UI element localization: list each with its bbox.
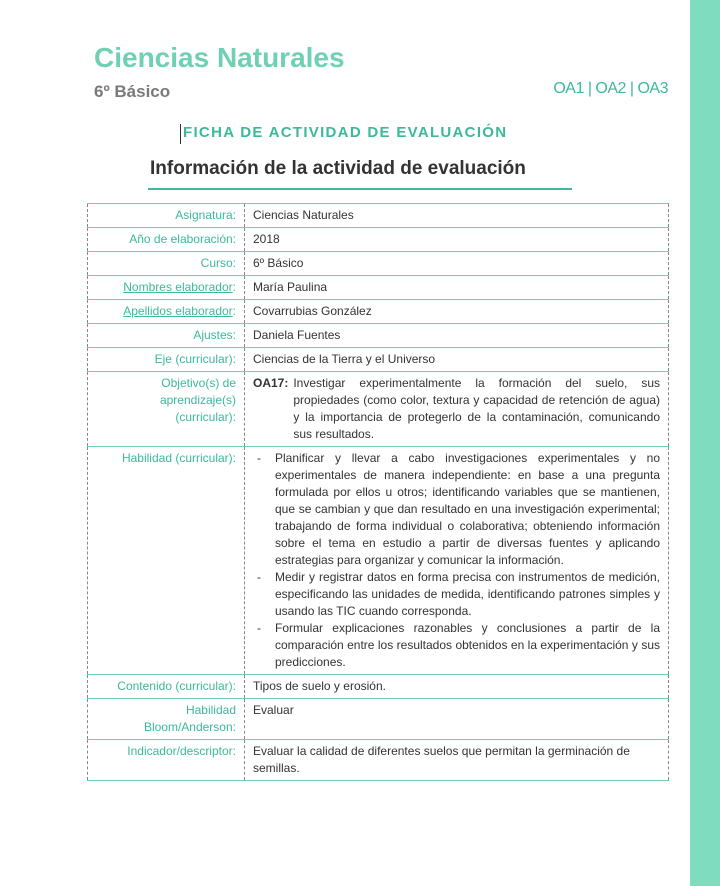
sheet-title: FICHA DE ACTIVIDAD DE EVALUACIÓN bbox=[183, 124, 508, 141]
row-value[interactable]: Daniela Fuentes bbox=[245, 324, 669, 348]
row-value[interactable] bbox=[245, 372, 669, 447]
row-value[interactable]: Ciencias Naturales bbox=[245, 204, 669, 228]
row-value[interactable]: Evaluar la calidad de diferentes suelos que permitan la germinación de semillas. bbox=[245, 740, 669, 781]
row-value[interactable]: María Paulina bbox=[245, 276, 669, 300]
row-value[interactable]: Covarrubias González bbox=[245, 300, 669, 324]
row-value[interactable]: Ciencias de la Tierra y el Universo bbox=[245, 348, 669, 372]
table-row bbox=[88, 252, 669, 276]
row-label: Asignatura: bbox=[88, 204, 245, 228]
table-row bbox=[88, 276, 669, 300]
objective-text: Investigar experimentalmente la formación del suelo, sus propiedades (como color, textura y capacidad de retención de agua) y la importancia de protegerlo de la contaminación, comunicando sus resultados. bbox=[293, 376, 660, 441]
row-value[interactable]: 6º Básico bbox=[245, 252, 669, 276]
list-item bbox=[253, 450, 660, 569]
list-item bbox=[253, 569, 660, 620]
row-label-colon: : bbox=[232, 304, 236, 318]
objective-entry bbox=[253, 375, 660, 443]
row-label bbox=[88, 276, 245, 300]
grade-subtitle: 6º Básico bbox=[94, 82, 171, 101]
row-value[interactable]: Tipos de suelo y erosión. bbox=[245, 675, 669, 699]
side-accent-bar bbox=[690, 0, 720, 886]
row-label: Curso: bbox=[88, 252, 245, 276]
list-bullet: - bbox=[257, 451, 261, 465]
row-value[interactable]: 2018 bbox=[245, 228, 669, 252]
row-label: Habilidad (curricular): bbox=[88, 447, 245, 675]
table-row bbox=[88, 447, 669, 675]
list-item-text: Planificar y llevar a cabo investigaciones experimentales y no experimentales de manera independiente: en base a una pregunta formulada por ellos u otros; identificando variables que se mantienen, que se cambian y que dan resultado en una investigación experimental; trabajando de forma individual o colaborativa; obteniendo información sobre el tema en estudio a partir de diversas fuentes y aplicando estrategias para organizar y comunicar la información. bbox=[275, 451, 660, 567]
list-item-text: Medir y registrar datos en forma precisa con instrumentos de medición, especificando las unidades de medida, identificando patrones simples y usando las TIC cuando corresponda. bbox=[275, 570, 660, 618]
row-value[interactable] bbox=[245, 447, 669, 675]
list-item bbox=[253, 620, 660, 671]
section-title: Información de la actividad de evaluación bbox=[150, 158, 526, 179]
objective-code: OA17: bbox=[253, 376, 289, 390]
subject-title: Ciencias Naturales bbox=[94, 42, 345, 73]
table-row bbox=[88, 348, 669, 372]
section-title-underline bbox=[148, 188, 572, 190]
list-item-text: Formular explicaciones razonables y conclusiones a partir de la comparación entre los resultados obtenidos en la experimentación y sus predicciones. bbox=[275, 621, 660, 669]
table-row bbox=[88, 324, 669, 348]
oa-tags: OA1 | OA2 | OA3 bbox=[553, 80, 668, 97]
list-bullet: - bbox=[257, 570, 261, 584]
row-value[interactable]: Evaluar bbox=[245, 699, 669, 740]
skills-list bbox=[253, 450, 660, 671]
row-label: Eje (curricular): bbox=[88, 348, 245, 372]
row-label-text: Nombres elaborador bbox=[123, 280, 233, 294]
table-row bbox=[88, 228, 669, 252]
list-bullet: - bbox=[257, 621, 261, 635]
table-row bbox=[88, 372, 669, 447]
row-label: Objetivo(s) de aprendizaje(s) (curricular): bbox=[88, 372, 245, 447]
table-row bbox=[88, 204, 669, 228]
table-row bbox=[88, 740, 669, 781]
row-label-colon: : bbox=[232, 280, 236, 294]
row-label: Indicador/descriptor: bbox=[88, 740, 245, 781]
table-row bbox=[88, 675, 669, 699]
row-label: Contenido (curricular): bbox=[88, 675, 245, 699]
row-label-text: Apellidos elaborador bbox=[123, 304, 233, 318]
table-row bbox=[88, 699, 669, 740]
info-table bbox=[87, 203, 669, 781]
row-label: Ajustes: bbox=[88, 324, 245, 348]
table-row bbox=[88, 300, 669, 324]
text-cursor bbox=[180, 124, 181, 144]
row-label: Habilidad Bloom/Anderson: bbox=[88, 699, 245, 740]
row-label: Año de elaboración: bbox=[88, 228, 245, 252]
row-label bbox=[88, 300, 245, 324]
